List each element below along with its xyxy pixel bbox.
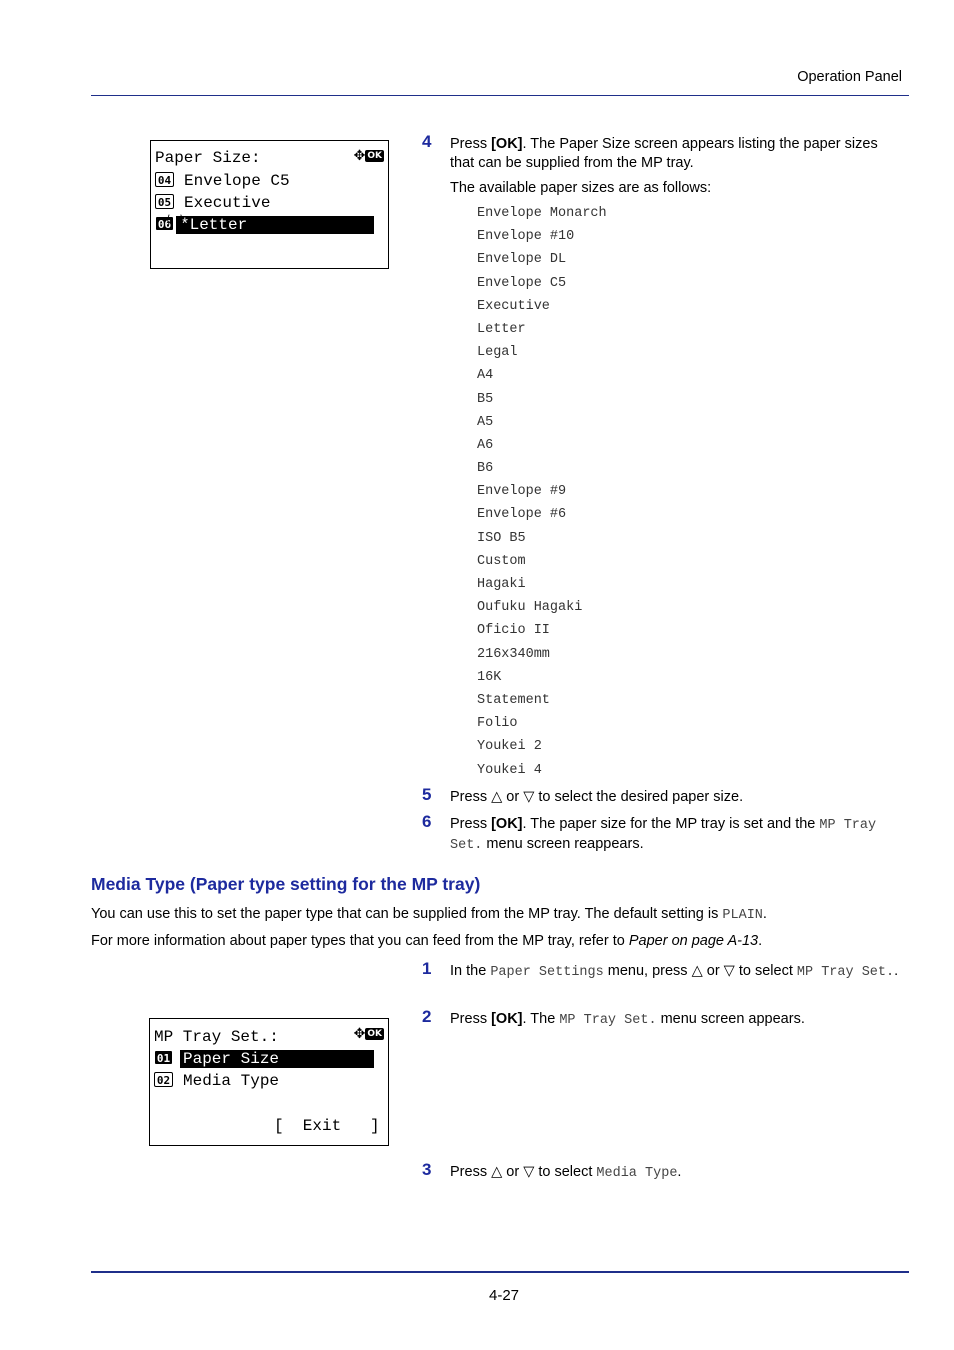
page-number: 4-27: [488, 1287, 520, 1304]
footer-rule: [91, 1271, 909, 1273]
lcd-row: 02 Media Type: [154, 1071, 279, 1091]
paper-size-item: Executive: [477, 298, 550, 314]
paper-size-item: 216x340mm: [477, 646, 550, 662]
paper-size-list: [477, 202, 607, 782]
paper-size-item: Envelope #9: [477, 484, 567, 500]
lcd-row-selected: 01 Paper Size: [154, 1049, 279, 1069]
number-badge: 04: [155, 172, 174, 187]
lcd-title: Paper Size:: [155, 149, 261, 167]
step-number: 2: [422, 1007, 432, 1026]
lcd-title: MP Tray Set.:: [154, 1028, 279, 1046]
paper-size-item: Envelope Monarch: [477, 206, 607, 221]
paper-size-item: Envelope C5: [477, 275, 567, 291]
number-badge: 02: [154, 1072, 173, 1087]
paper-size-item: A6: [477, 437, 494, 453]
step-text: In the Paper Settings menu, press △ or ▽ to select MP Tray Set..: [450, 963, 899, 980]
paper-size-item: Youkei 4: [477, 762, 542, 778]
step-number: 1: [422, 959, 432, 978]
paragraph: You can use this to set the paper type that can be supplied from the MP tray. The default setting is PLAIN.: [91, 906, 767, 923]
lcd-paper-size: [150, 140, 389, 269]
lcd-row-selected: 06 *Letter: [155, 215, 247, 235]
cursor-icon: ⟨ ⟩: [165, 213, 185, 226]
paper-size-item: Envelope DL: [477, 252, 567, 268]
step-text: Press [OK]. The MP Tray Set. menu screen appears.: [450, 1011, 805, 1028]
section-title: Media Type (Paper type setting for the MP tray): [91, 874, 481, 894]
exit-softkey: [ Exit ]: [274, 1117, 380, 1135]
paper-size-item: Letter: [477, 321, 526, 337]
step-number: 3: [422, 1160, 432, 1179]
step-number: 6: [422, 812, 432, 831]
step-text: Press △ or ▽ to select Media Type.: [450, 1164, 682, 1181]
lcd-mp-tray-set: [149, 1018, 389, 1146]
step-text: Press [OK]. The paper size for the MP tray is set and the MP Tray Set. menu screen reappears.: [450, 816, 877, 853]
number-badge: 01: [154, 1050, 173, 1065]
paper-size-item: Envelope #10: [477, 229, 575, 245]
paper-size-item: Hagaki: [477, 577, 526, 592]
paper-size-item: Legal: [477, 345, 518, 361]
paper-size-item: ISO B5: [477, 530, 526, 546]
paper-size-item: Envelope #6: [477, 507, 567, 523]
paragraph: For more information about paper types that you can feed from the MP tray, refer to Paper on page A-13.: [91, 933, 763, 949]
step-subtext: The available paper sizes are as follows:: [450, 180, 712, 196]
paper-size-item: Youkei 2: [477, 739, 542, 755]
lcd-row: 05 Executive: [155, 193, 270, 213]
paper-size-item: A4: [477, 368, 494, 384]
header-rule: [91, 95, 909, 96]
header-title: Operation Panel: [797, 69, 902, 85]
step-text: Press △ or ▽ to select the desired paper size.: [450, 789, 744, 805]
paper-size-item: Oficio II: [477, 623, 550, 639]
paper-size-item: Folio: [477, 716, 518, 732]
nav-ok-icon: ✥ OK: [353, 148, 382, 164]
step-number: 4: [422, 132, 432, 151]
nav-ok-icon: ✥ OK: [353, 1026, 382, 1042]
paper-size-item: 16K: [477, 669, 502, 685]
step-number: 5: [422, 785, 432, 804]
number-badge: 05: [155, 194, 174, 209]
paper-size-item: Oufuku Hagaki: [477, 600, 583, 616]
paper-size-item: Statement: [477, 692, 550, 708]
step-text: Press [OK]. The Paper Size screen appears listing the paper sizes that can be supplied from the MP tray.: [450, 136, 878, 171]
number-badge: 06: [155, 216, 174, 231]
paper-size-item: A5: [477, 414, 494, 430]
paper-size-item: Custom: [477, 553, 526, 569]
paper-size-item: B5: [477, 391, 494, 407]
paper-size-item: B6: [477, 461, 494, 477]
lcd-row: 04 Envelope C5: [155, 171, 290, 191]
